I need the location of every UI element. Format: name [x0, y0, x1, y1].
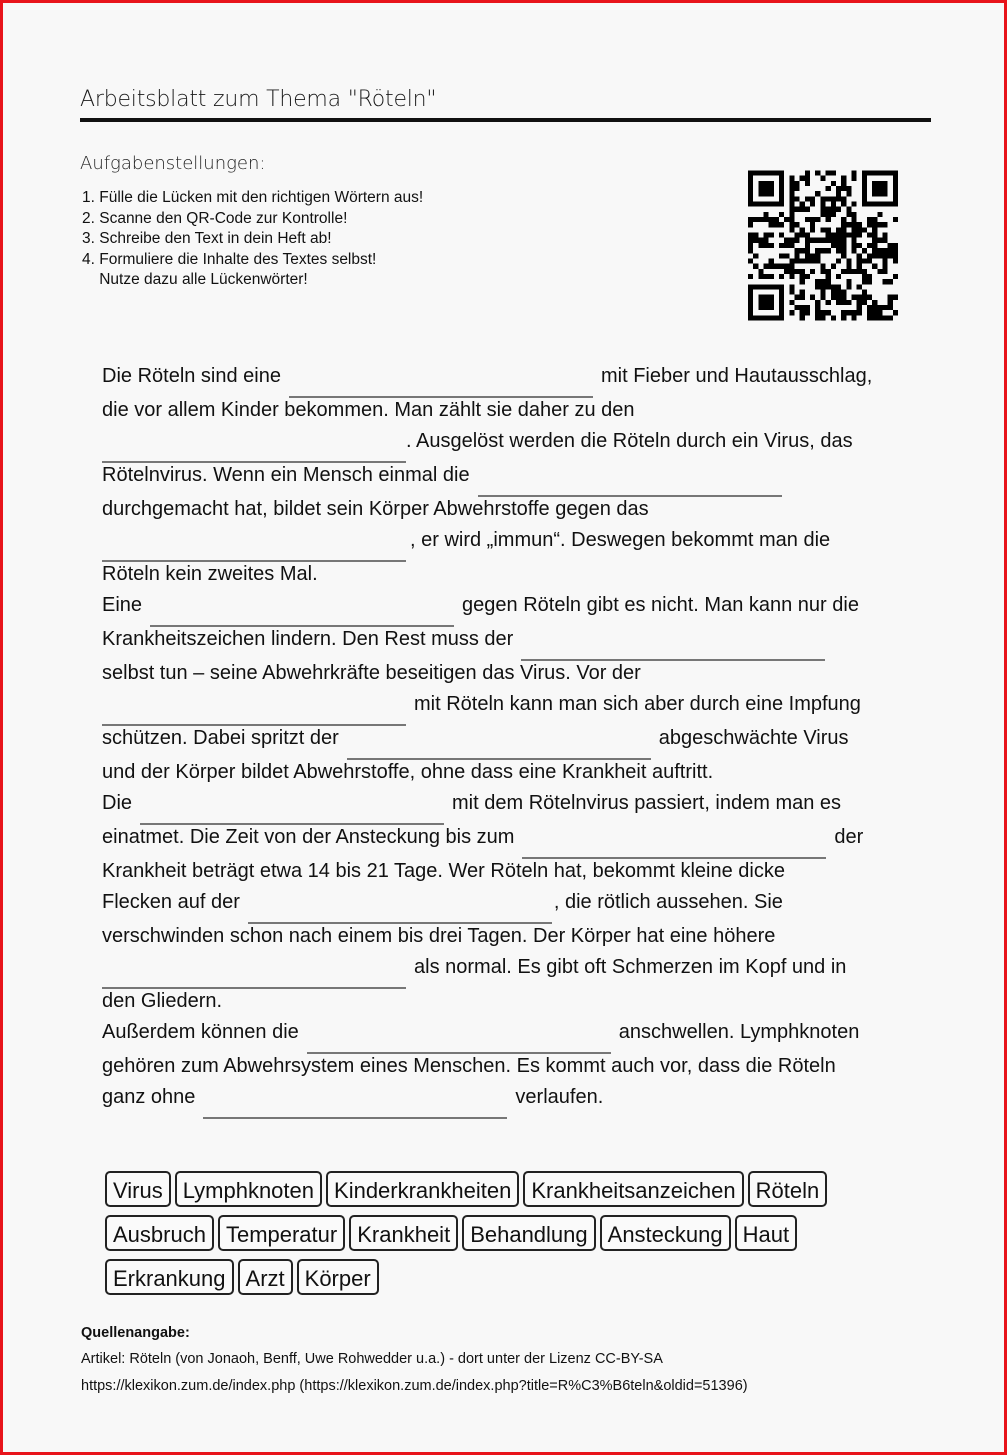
task-item: 3. Schreibe den Text in dein Heft ab! — [82, 230, 332, 248]
blank-field[interactable] — [478, 464, 782, 497]
text-line: verschwinden schon nach einem bis drei Tagen. Der Körper hat eine höhere — [102, 925, 776, 947]
source-url-link[interactable]: https://klexikon.zum.de/index.php (https://klexikon.zum.de/index.php?title=R%C3%B6teln&oldid=51396) — [81, 1378, 748, 1394]
blank-field[interactable] — [522, 826, 826, 859]
word-chip[interactable]: Krankheitsanzeichen — [523, 1171, 743, 1207]
text-line: die vor allem Kinder bekommen. Man zählt sie daher zu den — [102, 399, 635, 421]
qr-code-icon[interactable] — [748, 169, 898, 322]
text-line: Rötelnvirus. Wenn ein Mensch einmal die — [102, 464, 917, 498]
word-bank-row — [105, 1259, 885, 1303]
word-chip[interactable]: Behandlung — [462, 1215, 595, 1251]
tasks-heading: Aufgabenstellungen: — [80, 153, 266, 174]
blank-field[interactable] — [289, 365, 593, 398]
word-chip[interactable]: Arzt — [238, 1259, 293, 1295]
cloze-text — [102, 365, 917, 1120]
text-line: . Ausgelöst werden die Röteln durch ein Virus, das — [102, 430, 917, 464]
blank-field[interactable] — [203, 1086, 507, 1119]
word-chip[interactable]: Krankheit — [349, 1215, 458, 1251]
word-chip[interactable]: Erkrankung — [105, 1259, 234, 1295]
text-line: selbst tun – seine Abwehrkräfte beseitigen das Virus. Vor der — [102, 662, 641, 684]
word-chip[interactable]: Ansteckung — [600, 1215, 731, 1251]
task-item: 2. Scanne den QR-Code zur Kontrolle! — [82, 209, 348, 227]
blank-field[interactable] — [248, 891, 552, 924]
text-line: Röteln kein zweites Mal. — [102, 563, 318, 585]
text-line: Flecken auf der , die rötlich aussehen. Sie — [102, 891, 917, 925]
tasks-list — [82, 188, 423, 291]
text-line: Die mit dem Rötelnvirus passiert, indem man es — [102, 792, 917, 826]
text-line: den Gliedern. — [102, 990, 223, 1012]
blank-field[interactable] — [347, 727, 651, 760]
text-line: Krankheitszeichen lindern. Den Rest muss der — [102, 628, 917, 662]
task-item: Nutze dazu alle Lückenwörter! — [82, 271, 308, 289]
task-item: 4. Formuliere die Inhalte des Textes selbst! — [82, 250, 377, 268]
blank-field[interactable] — [521, 628, 825, 661]
text-line: Eine gegen Röteln gibt es nicht. Man kann nur die — [102, 594, 917, 628]
word-chip[interactable]: Kinderkrankheiten — [326, 1171, 519, 1207]
text-line: schützen. Dabei spritzt der abgeschwächte Virus — [102, 727, 917, 761]
sources-section — [81, 1325, 748, 1405]
word-chip[interactable]: Virus — [105, 1171, 171, 1207]
page-title: Arbeitsblatt zum Thema "Röteln" — [80, 87, 437, 112]
text-line: , er wird „immun“. Deswegen bekommt man die — [102, 529, 917, 563]
text-line: gehören zum Abwehrsystem eines Menschen. Es kommt auch vor, dass die Röteln — [102, 1055, 836, 1077]
blank-field[interactable] — [150, 594, 454, 627]
text-line: und der Körper bildet Abwehrstoffe, ohne dass eine Krankheit auftritt. — [102, 761, 714, 783]
text-line: Die Röteln sind eine mit Fieber und Hautausschlag, — [102, 365, 917, 399]
word-chip[interactable]: Röteln — [748, 1171, 828, 1207]
text-line: einatmet. Die Zeit von der Ansteckung bis zum der — [102, 826, 917, 860]
blank-field[interactable] — [140, 792, 444, 825]
blank-field[interactable] — [102, 529, 406, 562]
word-chip[interactable]: Lymphknoten — [175, 1171, 322, 1207]
text-line: mit Röteln kann man sich aber durch eine Impfung — [102, 693, 917, 727]
text-line: ganz ohne verlaufen. — [102, 1086, 917, 1120]
source-article: Artikel: Röteln (von Jonaoh, Benff, Uwe Rohwedder u.a.) - dort unter der Lizenz CC-BY-SA — [81, 1351, 663, 1367]
word-chip[interactable]: Haut — [735, 1215, 797, 1251]
word-chip[interactable]: Körper — [297, 1259, 379, 1295]
text-line: durchgemacht hat, bildet sein Körper Abwehrstoffe gegen das — [102, 498, 649, 520]
sources-heading: Quellenangabe: — [81, 1325, 190, 1341]
task-item: 1. Fülle die Lücken mit den richtigen Wörtern aus! — [82, 189, 424, 206]
blank-field[interactable] — [102, 956, 406, 989]
blank-field[interactable] — [307, 1021, 611, 1054]
word-bank — [105, 1171, 885, 1303]
blank-field[interactable] — [102, 430, 406, 463]
word-bank-row — [105, 1215, 885, 1259]
word-bank-row — [105, 1171, 885, 1215]
text-line: als normal. Es gibt oft Schmerzen im Kopf und in — [102, 956, 917, 990]
text-line: Krankheit beträgt etwa 14 bis 21 Tage. Wer Röteln hat, bekommt kleine dicke — [102, 860, 785, 882]
word-chip[interactable]: Temperatur — [218, 1215, 345, 1251]
text-line: Außerdem können die anschwellen. Lymphknoten — [102, 1021, 917, 1055]
title-divider — [80, 118, 931, 122]
blank-field[interactable] — [102, 693, 406, 726]
word-chip[interactable]: Ausbruch — [105, 1215, 214, 1251]
